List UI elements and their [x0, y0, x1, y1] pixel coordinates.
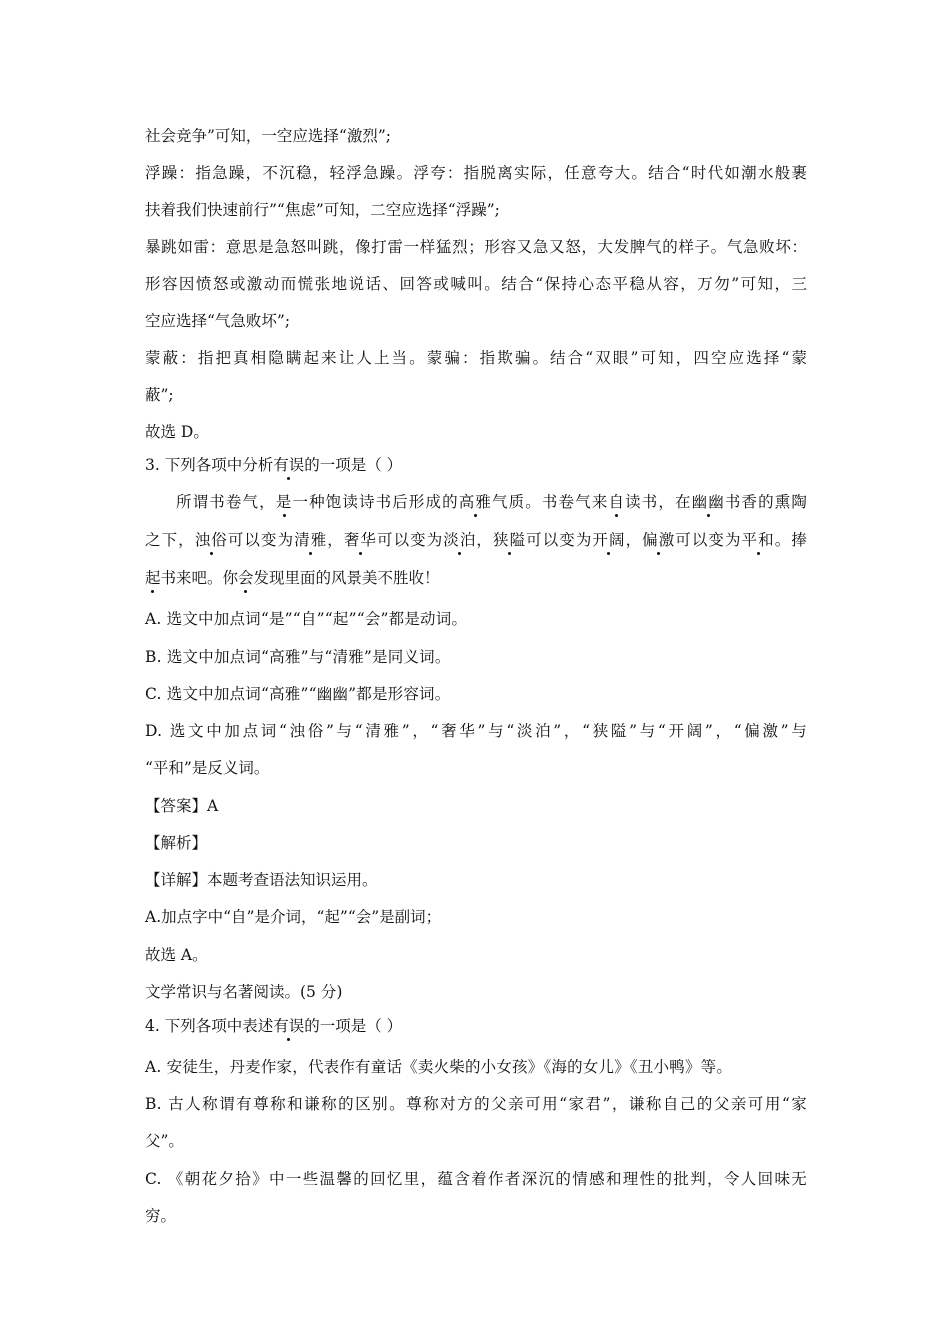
emphasized-word: 浊俗	[194, 531, 228, 549]
conclusion-text: 故选 A。	[145, 946, 208, 964]
analysis-label: 【解析】	[145, 834, 208, 852]
passage-line	[145, 568, 807, 590]
option-a: A. 安徒生，丹麦作家，代表作有童话《卖火柴的小女孩》《海的女儿》《丑小鸭》等。	[145, 1058, 733, 1076]
text-line: 暴跳如雷：意思是急怒叫跳，像打雷一样猛烈；形容又急又怒，大发脾气的样子。气急败坏：	[145, 238, 807, 256]
passage-text: 。捧	[774, 531, 807, 549]
question-4-stem	[145, 1016, 807, 1038]
passage-line	[176, 492, 807, 514]
passage-text: 可以变为	[675, 531, 742, 549]
emphasized-word: 是	[275, 493, 293, 511]
answer-label: 【答案】A	[145, 797, 219, 815]
passage-text: 可以变为	[377, 531, 444, 549]
emphasized-word: 偏激	[642, 531, 676, 549]
stem-text: 3. 下列各项中分析	[145, 456, 274, 474]
passage-text: 读书，在	[625, 493, 692, 511]
emphasized-word: 开阔	[592, 531, 626, 549]
option-d-continued: “平和”是反义词。	[145, 759, 270, 777]
passage-line	[145, 530, 807, 552]
emphasized-word: 狭隘	[493, 531, 527, 549]
passage-text: 可以变为	[526, 531, 593, 549]
detail-text: A.加点字中“自”是介词，“起”“会”是副词；	[145, 908, 442, 926]
passage-text: ，	[476, 531, 493, 549]
text-line: 形容因愤怒或激动而慌张地说话、回答或喊叫。结合“保持心态平稳从容，万勿”可知，三	[145, 275, 807, 293]
passage-text: ，	[625, 531, 643, 549]
option-d: D. 选文中加点词“浊俗”与“清雅”，“奢华”与“淡泊”，“狭隘”与“开阔”，“偏激”与	[145, 722, 807, 740]
passage-text: 书香的熏陶	[724, 493, 807, 511]
text-line: 社会竞争”可知，一空应选择“激烈”;	[145, 127, 391, 145]
option-b: B. 选文中加点词“高雅”与“清雅”是同义词。	[145, 648, 451, 666]
emphasized-word: 平和	[741, 531, 775, 549]
emphasized-word: 高雅	[458, 493, 493, 511]
option-c-continued: 穷。	[145, 1207, 177, 1225]
passage-text: 之下，	[145, 531, 195, 549]
text-line: 浮躁：指急躁，不沉稳，轻浮急躁。浮夸：指脱离实际，任意夸大。结合“时代如潮水般裹	[145, 164, 807, 182]
stem-text: 的一项是（ ）	[304, 1017, 403, 1035]
option-b-continued: 父”。	[145, 1132, 184, 1150]
emphasized-word: 幽幽	[691, 493, 725, 511]
passage-text: 发现里面的风景美不胜收！	[253, 569, 440, 587]
emphasized-word: 起	[145, 569, 161, 587]
emphasized-word: 有误	[273, 1017, 305, 1035]
text-line: 空应选择“气急败坏”;	[145, 312, 291, 330]
passage-text: 气质。书卷气来	[492, 493, 609, 511]
stem-text: 4. 下列各项中表述	[145, 1017, 274, 1035]
stem-text: 的一项是（ ）	[304, 456, 403, 474]
passage-text: 所谓书卷气，	[176, 493, 276, 511]
emphasized-word: 清雅	[294, 531, 328, 549]
passage-text: 书来吧。你	[160, 569, 239, 587]
option-b: B. 古人称谓有尊称和谦称的区别。尊称对方的父亲可用“家君”，谦称自己的父亲可用“家	[145, 1095, 807, 1113]
emphasized-word: 会	[238, 569, 254, 587]
passage-text: 可以变为	[227, 531, 295, 549]
text-line: 蒙蔽：指把真相隐瞒起来让人上当。蒙骗：指欺骗。结合“双眼”可知，四空应选择“蒙	[145, 349, 807, 367]
option-a: A. 选文中加点词“是”“自”“起”“会”都是动词。	[145, 610, 468, 628]
emphasized-word: 自	[608, 493, 626, 511]
emphasized-word: 奢华	[343, 531, 377, 549]
question-3-stem	[145, 455, 807, 477]
detail-label: 【详解】本题考查语法知识运用。	[145, 871, 378, 889]
text-line: 故选 D。	[145, 423, 209, 441]
emphasized-word: 淡泊	[443, 531, 477, 549]
passage-text: ，	[327, 531, 344, 549]
passage-text: 一种饱读诗书后形成的	[292, 493, 459, 511]
option-c: C. 选文中加点词“高雅”“幽幽”都是形容词。	[145, 685, 451, 703]
section-heading: 文学常识与名著阅读。(5 分)	[145, 983, 343, 1001]
text-line: 蔽”;	[145, 386, 174, 404]
emphasized-word: 有误	[273, 456, 305, 474]
option-c: C. 《朝花夕拾》中一些温馨的回忆里，蕴含着作者深沉的情感和理性的批判，令人回味无	[145, 1170, 807, 1188]
text-line: 扶着我们快速前行”“焦虑”可知，二空应选择“浮躁”;	[145, 201, 500, 219]
